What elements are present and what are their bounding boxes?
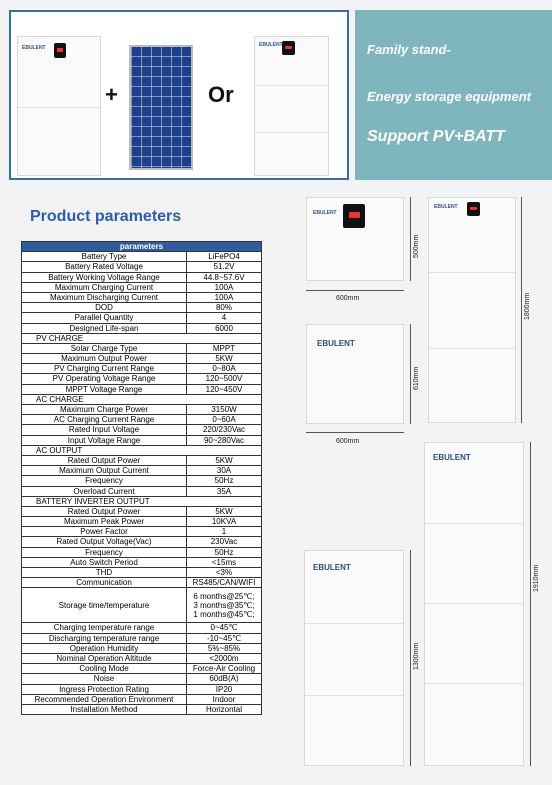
param-name: Maximum Output Current	[22, 466, 187, 476]
table-row	[22, 466, 262, 476]
table-row	[22, 354, 262, 364]
param-name: Storage time/temperature	[22, 588, 187, 623]
param-name: DOD	[22, 303, 187, 313]
param-name: Auto Switch Period	[22, 557, 187, 567]
param-name: PV Charging Current Range	[22, 364, 187, 374]
table-section-row	[22, 496, 262, 506]
brand-logo: EBULENT	[313, 210, 337, 216]
param-value: MPPT	[187, 343, 262, 353]
param-value: 6000	[187, 323, 262, 333]
table-row	[22, 323, 262, 333]
param-value: 0~80A	[187, 364, 262, 374]
param-value: 60dB(A)	[187, 674, 262, 684]
table-row	[22, 664, 262, 674]
param-value: 50Hz	[187, 547, 262, 557]
param-value: RS485/CAN/WIFI	[187, 578, 262, 588]
dim-label-1800: 1800mm	[524, 292, 531, 320]
table-row	[22, 272, 262, 282]
brand-logo: EBULENT	[22, 45, 46, 51]
plus-sign: +	[105, 82, 118, 107]
param-value: LiFePO4	[187, 252, 262, 262]
table-section-row	[22, 333, 262, 343]
param-value: 5KW	[187, 455, 262, 465]
table-row	[22, 313, 262, 323]
dim-line	[306, 290, 404, 291]
table-row	[22, 405, 262, 415]
table-row	[22, 303, 262, 313]
param-name: Battery Working Voltage Range	[22, 272, 187, 282]
dim-label-500: 500mm	[413, 234, 420, 258]
dim-line	[530, 442, 531, 766]
panel-seam	[305, 695, 403, 696]
dim-line	[306, 432, 404, 433]
param-name: Maximum Charge Power	[22, 405, 187, 415]
param-name: Input Voltage Range	[22, 435, 187, 445]
or-text: Or	[208, 82, 234, 107]
param-value: -10~45℃	[187, 633, 262, 643]
param-name: MPPT Voltage Range	[22, 384, 187, 394]
param-value: 10KVA	[187, 517, 262, 527]
panel-seam	[429, 272, 515, 273]
param-value: 0~60A	[187, 415, 262, 425]
table-row	[22, 568, 262, 578]
param-name: Designed Life-span	[22, 323, 187, 333]
table-section-row	[22, 394, 262, 404]
param-value: 35A	[187, 486, 262, 496]
dim-line	[410, 197, 411, 281]
section-label: PV CHARGE	[22, 333, 262, 343]
display-screen	[467, 202, 480, 216]
param-value: <3%	[187, 568, 262, 578]
param-value: 0~45℃	[187, 623, 262, 633]
table-row	[22, 415, 262, 425]
param-name: Battery Type	[22, 252, 187, 262]
param-name: Nominal Operation Altitude	[22, 653, 187, 663]
panel-seam	[305, 623, 403, 624]
param-value: IP20	[187, 684, 262, 694]
table-row	[22, 343, 262, 353]
brand-logo: EBULENT	[259, 42, 283, 48]
param-name: Rated Output Voltage(Vac)	[22, 537, 187, 547]
param-value: 44.8~57.6V	[187, 272, 262, 282]
table-row	[22, 633, 262, 643]
param-value: <15ms	[187, 557, 262, 567]
param-value: 50Hz	[187, 476, 262, 486]
table-row	[22, 252, 262, 262]
table-row	[22, 547, 262, 557]
inverter-dimension-image	[306, 197, 404, 281]
dim-label-1300: 1300mm	[413, 642, 420, 670]
tower-1300-image	[304, 550, 404, 766]
parameters-table	[21, 241, 262, 715]
tower-1800-image	[428, 197, 516, 423]
param-value: 3150W	[187, 405, 262, 415]
panel-seam	[425, 523, 523, 524]
table-row	[22, 643, 262, 653]
table-row	[22, 455, 262, 465]
tower-1910-image	[424, 442, 524, 766]
param-name: Maximum Charging Current	[22, 282, 187, 292]
panel-seam	[18, 107, 100, 108]
table-header-row	[22, 242, 262, 252]
param-name: PV Operating Voltage Range	[22, 374, 187, 384]
table-row	[22, 486, 262, 496]
param-value: 80%	[187, 303, 262, 313]
param-value: <2000m	[187, 653, 262, 663]
table-header: parameters	[22, 242, 262, 252]
table-row	[22, 684, 262, 694]
display-screen	[343, 204, 365, 228]
param-value: 230Vac	[187, 537, 262, 547]
table-row	[22, 292, 262, 302]
param-name: Rated Output Power	[22, 455, 187, 465]
dim-label-600-mid: 600mm	[336, 438, 360, 445]
param-value: Horizontal	[187, 704, 262, 714]
dim-label-1910: 1910mm	[533, 564, 540, 592]
param-name: Rated Input Voltage	[22, 425, 187, 435]
param-value: 5KW	[187, 506, 262, 516]
param-name: Operation Humidity	[22, 643, 187, 653]
param-value: 4	[187, 313, 262, 323]
panel-seam	[425, 603, 523, 604]
param-value: 100A	[187, 282, 262, 292]
param-name: Communication	[22, 578, 187, 588]
table-row	[22, 476, 262, 486]
param-name: Cooling Mode	[22, 664, 187, 674]
param-value: 6 months@25℃; 3 months@35℃; 1 months@45℃;	[187, 588, 262, 623]
table-row	[22, 653, 262, 663]
banner-line-1: Family stand-	[367, 42, 451, 57]
panel-seam	[425, 683, 523, 684]
table-row	[22, 527, 262, 537]
table-row	[22, 435, 262, 445]
table-row	[22, 282, 262, 292]
table-row	[22, 557, 262, 567]
param-name: Discharging temperature range	[22, 633, 187, 643]
param-value: 51.2V	[187, 262, 262, 272]
param-value: 5%~85%	[187, 643, 262, 653]
table-row	[22, 425, 262, 435]
table-row	[22, 704, 262, 714]
table-row	[22, 384, 262, 394]
param-value: 100A	[187, 292, 262, 302]
section-label: BATTERY INVERTER OUTPUT	[22, 496, 262, 506]
param-value: 120~500V	[187, 374, 262, 384]
section-label: AC OUTPUT	[22, 445, 262, 455]
section-title: Product parameters	[30, 208, 182, 225]
promo-banner	[355, 10, 552, 180]
dim-line	[410, 550, 411, 766]
panel-seam	[255, 132, 328, 133]
table-row	[22, 364, 262, 374]
table-row	[22, 517, 262, 527]
param-name: Charging temperature range	[22, 623, 187, 633]
dim-line	[521, 197, 522, 423]
param-name: Maximum Discharging Current	[22, 292, 187, 302]
param-name: Installation Method	[22, 704, 187, 714]
table-row	[22, 578, 262, 588]
param-value: 1	[187, 527, 262, 537]
product-combo-box	[9, 10, 349, 180]
param-value: Force-Air Cooling	[187, 664, 262, 674]
table-row	[22, 537, 262, 547]
banner-line-3: Support PV+BATT	[367, 128, 505, 145]
param-name: Battery Rated Voltage	[22, 262, 187, 272]
table-section-row	[22, 445, 262, 455]
param-value: 90~280Vac	[187, 435, 262, 445]
param-name: Maximum Peak Power	[22, 517, 187, 527]
param-value: 30A	[187, 466, 262, 476]
display-screen	[282, 41, 295, 55]
param-name: Frequency	[22, 547, 187, 557]
param-value: 220/230Vac	[187, 425, 262, 435]
param-name: AC Charging Current Range	[22, 415, 187, 425]
param-name: Overload Current	[22, 486, 187, 496]
param-name: THD	[22, 568, 187, 578]
param-name: Power Factor	[22, 527, 187, 537]
param-name: Rated Output Power	[22, 506, 187, 516]
section-label: AC CHARGE	[22, 394, 262, 404]
param-name: Solar Charge Type	[22, 343, 187, 353]
integrated-unit-image	[254, 36, 329, 176]
param-name: Frequency	[22, 476, 187, 486]
param-name: Parallel Quantity	[22, 313, 187, 323]
table-row	[22, 623, 262, 633]
dim-line	[410, 324, 411, 424]
battery-dimension-image	[306, 324, 404, 424]
inverter-unit-image	[17, 36, 101, 176]
banner-line-2: Energy storage equipment	[367, 89, 531, 104]
param-value: Indoor	[187, 694, 262, 704]
table-row	[22, 674, 262, 684]
brand-logo: EBULENT	[317, 339, 355, 348]
brand-logo: EBULENT	[434, 204, 458, 210]
param-name: Ingress Protection Rating	[22, 684, 187, 694]
display-screen	[54, 43, 66, 58]
solar-panel-image	[129, 45, 193, 170]
brand-logo: EBULENT	[313, 563, 351, 572]
table-row	[22, 506, 262, 516]
param-name: Maximum Output Power	[22, 354, 187, 364]
param-name: Noise	[22, 674, 187, 684]
dim-label-610: 610mm	[413, 366, 420, 390]
panel-seam	[429, 348, 515, 349]
table-row	[22, 374, 262, 384]
panel-seam	[255, 85, 328, 86]
table-row	[22, 694, 262, 704]
param-name: Recommended Operation Environment	[22, 694, 187, 704]
table-row	[22, 262, 262, 272]
param-value: 5KW	[187, 354, 262, 364]
param-value: 120~450V	[187, 384, 262, 394]
brand-logo: EBULENT	[433, 453, 471, 462]
table-row	[22, 588, 262, 623]
dim-label-600-top: 600mm	[336, 295, 360, 302]
